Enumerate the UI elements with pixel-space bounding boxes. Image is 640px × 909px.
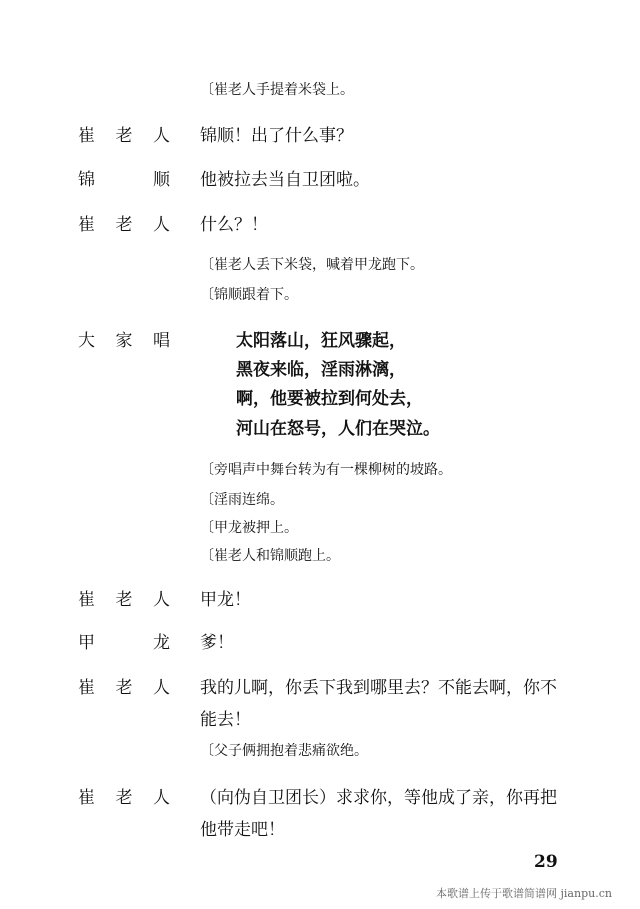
speaker-char: 人 bbox=[153, 678, 170, 698]
speaker-char: 崔 bbox=[78, 678, 95, 698]
watermark: 本歌谱上传于歌谱简谱网 jianpu.cn bbox=[436, 887, 612, 900]
page-number: 29 bbox=[534, 852, 558, 872]
speaker-name bbox=[78, 673, 170, 698]
speaker-char: 唱 bbox=[153, 331, 170, 351]
stage-direction: 〔父子俩拥抱着悲痛欲绝。 bbox=[200, 743, 368, 759]
speaker-name bbox=[78, 585, 170, 610]
song-line: 太阳落山，狂风骤起， bbox=[236, 331, 406, 351]
dialogue-line: 爹！ bbox=[200, 633, 234, 653]
speaker-char: 人 bbox=[153, 788, 170, 808]
speaker-char: 人 bbox=[153, 126, 170, 146]
speaker-char: 崔 bbox=[78, 215, 95, 235]
song-line: 河山在怒号，人们在哭泣。 bbox=[236, 419, 440, 439]
speaker-char: 老 bbox=[115, 788, 133, 808]
stage-direction: 〔淫雨连绵。 bbox=[200, 492, 284, 508]
dialogue-line: 他被拉去当自卫团啦。 bbox=[200, 170, 370, 190]
speaker-name bbox=[78, 210, 170, 235]
speaker-char: 家 bbox=[115, 331, 133, 351]
stage-direction: 〔锦顺跟着下。 bbox=[200, 287, 298, 303]
song-line: 黑夜来临，淫雨淋漓， bbox=[236, 360, 406, 380]
speaker-char: 老 bbox=[115, 678, 133, 698]
speaker-char: 龙 bbox=[153, 633, 170, 653]
speaker-name bbox=[78, 628, 170, 653]
stage-direction: 〔甲龙被押上。 bbox=[200, 520, 298, 536]
dialogue-line-continued: 他带走吧！ bbox=[200, 820, 285, 840]
dialogue-line-continued: 能去！ bbox=[200, 710, 251, 730]
speaker-name bbox=[78, 783, 170, 808]
stage-direction: 〔崔老人和锦顺跑上。 bbox=[200, 548, 340, 564]
song-line: 啊，他要被拉到何处去， bbox=[236, 389, 423, 409]
speaker-char: 老 bbox=[115, 590, 133, 610]
speaker-char: 人 bbox=[153, 215, 170, 235]
stage-direction: 〔旁唱声中舞台转为有一棵柳树的坡路。 bbox=[200, 462, 452, 478]
speaker-char: 人 bbox=[153, 590, 170, 610]
dialogue-line: 我的儿啊，你丢下我到哪里去？不能去啊，你不 bbox=[200, 678, 557, 698]
speaker-char: 崔 bbox=[78, 126, 95, 146]
stage-direction: 〔崔老人丢下米袋，喊着甲龙跑下。 bbox=[200, 257, 424, 273]
dialogue-line: 甲龙！ bbox=[200, 590, 251, 610]
dialogue-line: 什么？！ bbox=[200, 215, 268, 235]
speaker-char: 崔 bbox=[78, 590, 95, 610]
speaker-name bbox=[78, 121, 170, 146]
speaker-char: 老 bbox=[115, 126, 133, 146]
dialogue-line: （向伪自卫团长）求求你，等他成了亲，你再把 bbox=[200, 788, 557, 808]
speaker-char: 大 bbox=[78, 331, 95, 351]
speaker-char: 老 bbox=[115, 215, 133, 235]
dialogue-line: 锦顺！出了什么事？ bbox=[200, 126, 353, 146]
speaker-char: 顺 bbox=[153, 170, 170, 190]
speaker-char: 崔 bbox=[78, 788, 95, 808]
speaker-char: 甲 bbox=[78, 633, 95, 653]
speaker-char: 锦 bbox=[78, 170, 95, 190]
speaker-name bbox=[78, 326, 170, 351]
speaker-name bbox=[78, 165, 170, 190]
stage-direction: 〔崔老人手提着米袋上。 bbox=[200, 82, 354, 98]
